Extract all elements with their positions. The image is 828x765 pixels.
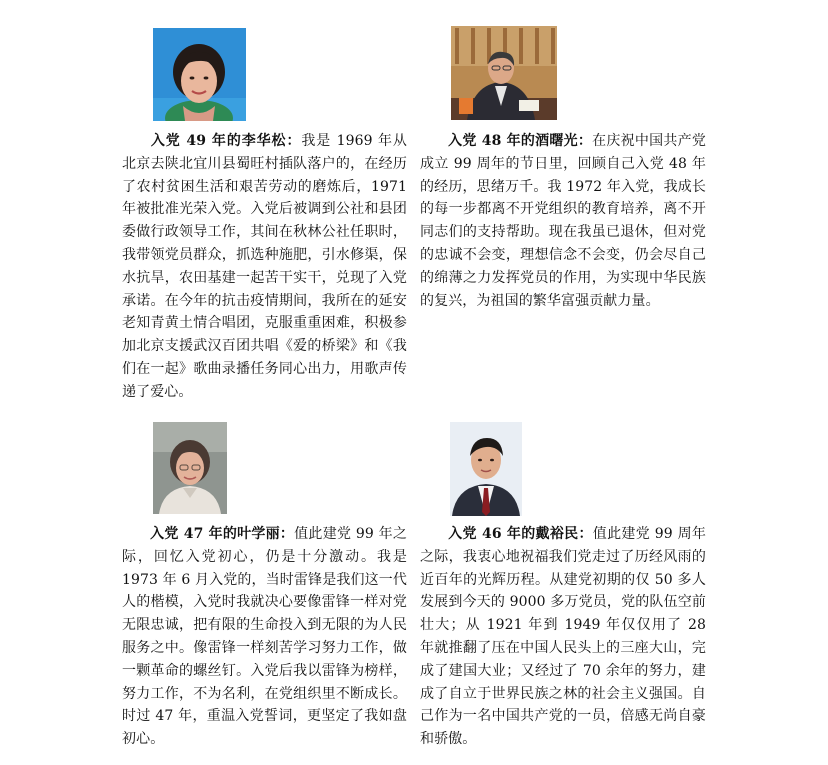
portrait-photo-li-huasong <box>153 28 246 121</box>
profile-body: 值此建党 99 年之际，回忆入党初心，仍是十分激动。我是 1973 年 6 月入党的，当时雷锋是我们这一代人的楷模，入党时我就决心要像雷锋一样对党无限忠诚，把有限的生命投入到无限的为人民服务之中。像雷锋一样刻苦学习努力工作，做一颗革命的螺丝钉。入党后我以雷锋为榜样，努力工作，不为名利，在党组织里不断成长。时过 47 年，重温入党誓词，更坚定了我如盘初心。 <box>122 526 407 748</box>
profile-text-jiu-shuguang <box>420 130 706 312</box>
profile-heading: 入党 49 年的李华松： <box>150 133 302 149</box>
profile-text-dai-yumin <box>420 523 706 751</box>
portrait-photo-dai-yumin <box>450 422 522 516</box>
profile-heading: 入党 47 年的叶学丽： <box>150 526 295 542</box>
portrait-image <box>450 422 522 516</box>
profile-body: 值此建党 99 周年之际，我衷心地祝福我们党走过了历经风雨的近百年的光辉历程。从建党初期的仅 50 多人发展到今天的 9000 多万党员，党的队伍空前壮大；从 1921 年到 1949 年仅仅用了 28 年就推翻了压在中国人民头上的三座大山，完成了建国大业；又经过了 70 余年的努力，建成了自立于世界民族之林的社会主义强国。自己作为一名中国共产党的一员，倍感无尚自豪和骄傲。 <box>420 526 706 748</box>
portrait-photo-ye-xueli <box>153 422 227 514</box>
portrait-image <box>153 28 246 121</box>
portrait-image <box>451 26 557 120</box>
profile-body: 在庆祝中国共产党成立 99 周年的节日里，回顾自己入党 48 年的经历，思绪万千。我 1972 年入党，我成长的每一步都离不开党组织的教育培养，离不开同志们的支持帮助。现在我虽已退休，但对党的忠诚不会变，理想信念不会变，仍会尽自己的绵薄之力发挥党员的作用，为实现中华民族的复兴，为祖国的繁华富强贡献力量。 <box>420 133 706 309</box>
profile-body: 我是 1969 年从北京去陕北宜川县蜀旺村插队落户的，在经历了农村贫困生活和艰苦劳动的磨炼后，1971 年被批准光荣入党。入党后被调到公社和县团委做行政领导工作，其间在秋林公社任职时，我带领党员群众，抓选种施肥，引水修渠，保水抗旱，农田基建一起苦干实干，兑现了入党承诺。在今年的抗击疫情期间，我所在的延安老知青黄土情合唱团，克服重重困难，积极参加北京支援武汉百团共唱《爱的桥梁》和《我们在一起》歌曲录播任务同心出力，用歌声传递了爱心。 <box>122 133 407 400</box>
profile-text-ye-xueli <box>122 523 407 751</box>
profile-text-li-huasong <box>122 130 407 404</box>
portrait-photo-jiu-shuguang <box>451 26 557 120</box>
portrait-image <box>153 422 227 514</box>
profile-heading: 入党 48 年的酒曙光： <box>448 133 593 149</box>
profile-heading: 入党 46 年的戴裕民： <box>448 526 593 542</box>
